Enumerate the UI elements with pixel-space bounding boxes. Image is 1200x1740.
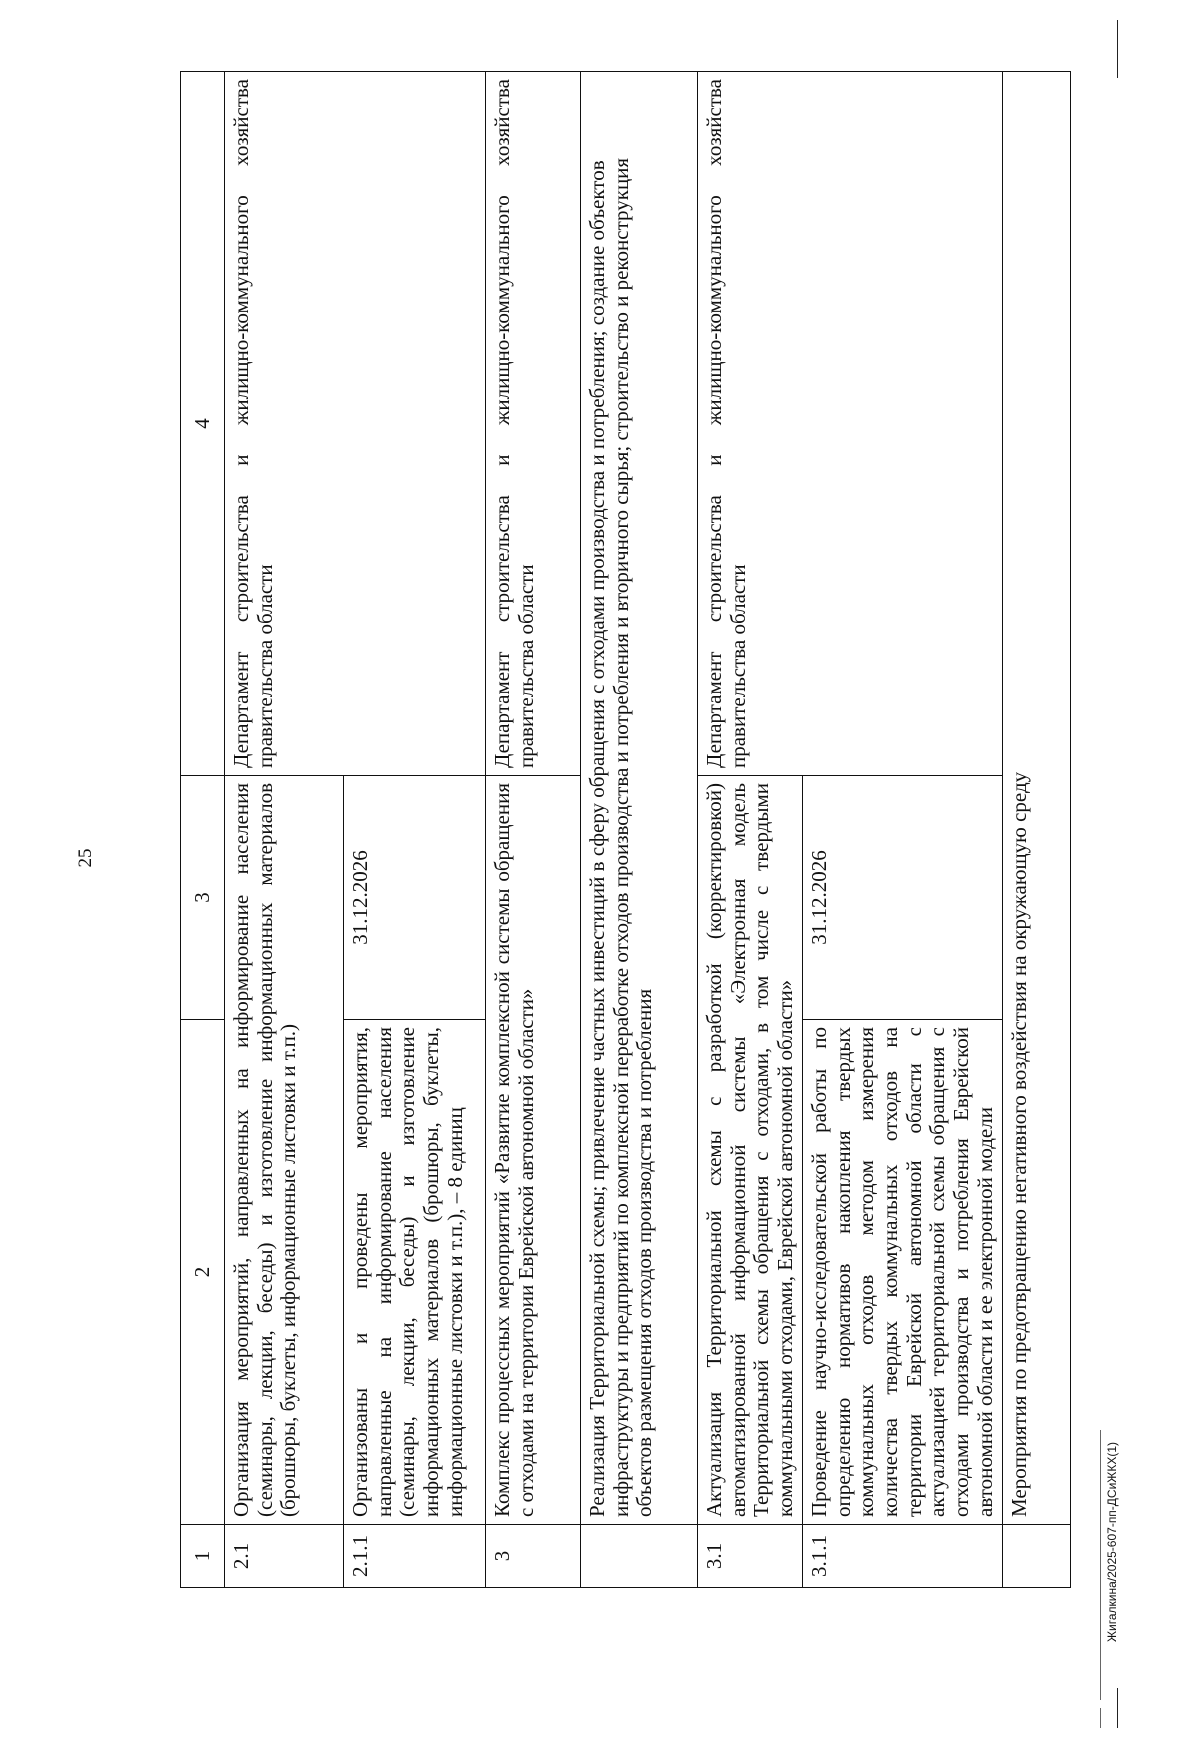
row-number: 3 xyxy=(486,1525,581,1588)
footer-code: Жигалкина/2025-607-пп-ДСиЖКХ(1) xyxy=(1105,1441,1119,1643)
table-row xyxy=(225,72,344,1588)
events-table xyxy=(180,71,1071,1588)
responsible-text: Департамент строительства и жилищно-коммунального хозяйства правительства области xyxy=(698,72,1003,776)
section-text: Реализация Территориальной схемы; привлечение частных инвестиций в сферу обращения с отходами производства и потребления; создание объектов инфраструктуры и предприятий по комплексной переработке отходов производства и потребления и вторичного сырья; строительство и реконструкция объектов размещения отходов производства и потребления xyxy=(581,72,698,1525)
row-number: 2.1 xyxy=(225,1525,344,1588)
margin-line-bottom xyxy=(1117,1688,1118,1728)
due-date: 31.12.2026 xyxy=(344,776,486,1020)
due-date: 31.12.2026 xyxy=(802,776,1002,1020)
margin-line-footer xyxy=(1100,1430,1101,1700)
row-number-empty xyxy=(1002,1525,1070,1588)
margin-line-top xyxy=(1117,20,1118,78)
responsible-text: Департамент строительства и жилищно-коммунального хозяйства правительства области xyxy=(486,72,581,776)
row-number: 3.1.1 xyxy=(802,1525,1002,1588)
table-row xyxy=(698,72,803,1588)
event-text: Организация мероприятий, направленных на информирование населения (семинары, лекции, беседы) и изготовление информационных материалов (брошюры, буклеты, информационные листовки и т.п.) xyxy=(225,776,344,1525)
margin-line-footer-bottom xyxy=(1100,1708,1101,1728)
row-number-empty xyxy=(581,1525,698,1588)
table-row xyxy=(486,72,581,1588)
table-row xyxy=(581,72,698,1588)
page-number: 25 xyxy=(75,848,96,868)
responsible-text: Департамент строительства и жилищно-коммунального хозяйства правительства области xyxy=(225,72,486,776)
row-number: 2.1.1 xyxy=(344,1525,486,1588)
section-text: Мероприятия по предотвращению негативного воздействия на окружающую среду xyxy=(1002,72,1070,1525)
event-text: Актуализация Территориальной схемы с разработкой (корректировкой) автоматизированной информационной системы «Электронная модель Территориальной схемы обращения с отходами, в том числе с твердыми коммунальными отходами, Еврейской автономной области» xyxy=(698,776,803,1525)
event-text: Организованы и проведены мероприятия, направленные на информирование населения (семинары, лекции, беседы) и изготовление информационных материалов (брошюры, буклеты, информационные листовки и т.п.), – 8 единиц xyxy=(344,1020,486,1525)
col-header-1: 1 xyxy=(181,1525,225,1588)
event-text: Проведение научно-исследовательской работы по определению нормативов накопления твердых коммунальных отходов методом измерения количества твердых коммунальных отходов на территории Еврейской автономной области с актуализацией территориальной схемы обращения с отходами производства и потребления Еврейской автономной области и ее электронной модели xyxy=(802,1020,1002,1525)
table-row xyxy=(1002,72,1070,1588)
col-header-3: 3 xyxy=(181,776,225,1020)
col-header-4: 4 xyxy=(181,72,225,776)
col-header-2: 2 xyxy=(181,1020,225,1525)
rotated-content xyxy=(180,72,1055,1588)
event-text: Комплекс процессных мероприятий «Развитие комплексной системы обращения с отходами на территории Еврейской автономной области» xyxy=(486,776,581,1525)
table-header-row xyxy=(181,72,225,1588)
row-number: 3.1 xyxy=(698,1525,803,1588)
